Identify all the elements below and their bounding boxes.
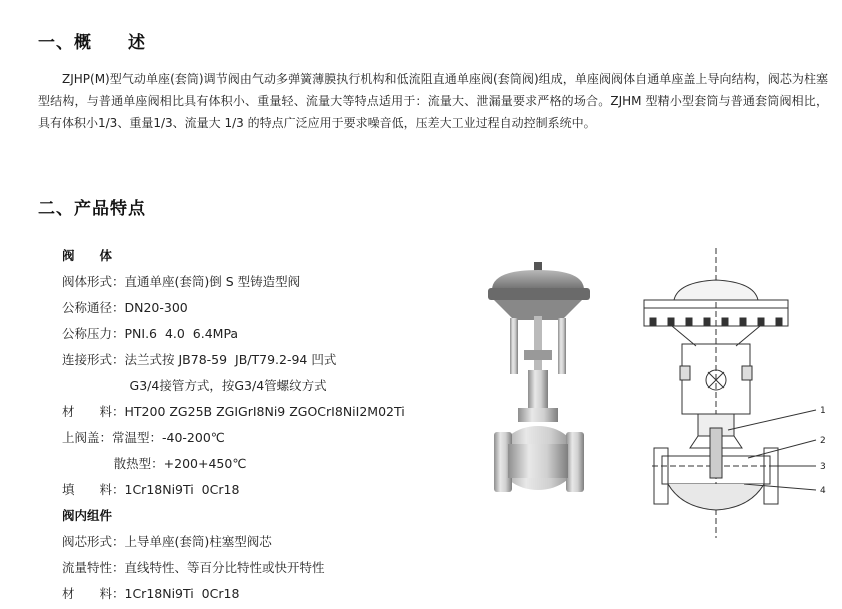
callout-3: 3 [820, 462, 826, 472]
overview-paragraph-text: ZJHP(M)型气动单座(套筒)调节阀由气动多弹簧薄膜执行机构和低流阻直通单座阀(套筒阀)组成，单座阀阀体自通单座盖上导向结构，阀芯为柱塞型结构，与普通单座阀相比具有体积小、重量轻、流量大等特点适用于：流量大、泄漏量要求严格的场合。ZJHM 型精小型套筒与普通套筒阀相比，具有体积小1/3、重量1/3、流量大 1/3 的特点广泛应用于要求噪音低，压差大工业过程自动控制系统中。 [38, 72, 828, 130]
flow-characteristic-line: 流量特性：直线特性、等百分比特性或快开特性 [62, 560, 325, 575]
valve-photo [478, 258, 608, 520]
nominal-diameter-line: 公称通径：DN20-300 [62, 300, 188, 315]
nominal-pressure-line: 公称压力：PNI.6 4.0 6.4MPa [62, 326, 239, 341]
body-material-line: 材 料：HT200 ZG25B ZGIGrI8Ni9 ZGOCrI8NiI2M02Ti [62, 404, 405, 419]
overview-heading: 一、概 述 [38, 33, 146, 53]
connection-type-line-2: G3/4接管方式，按G3/4管螺纹方式 [62, 378, 327, 393]
trim-section-title: 阀内组件 [62, 508, 113, 523]
connection-type-line: 连接形式：法兰式按 JB78-59 JB/T79.2-94 凹式 [62, 352, 337, 367]
valve-body-section-title: 阀 体 [62, 248, 113, 263]
callout-1: 1 [820, 406, 826, 416]
features-heading: 二、产品特点 [38, 199, 146, 219]
packing-material-line: 填 料：1Cr18Ni9Ti 0Cr18 [62, 482, 240, 497]
callout-4: 4 [820, 486, 826, 496]
trim-material-line: 材 料：1Cr18Ni9Ti 0Cr18 [62, 586, 240, 601]
bonnet-normal-temp-line: 上阀盖：常温型：-40-200℃ [62, 430, 225, 445]
valve-cross-section-drawing [632, 248, 832, 548]
bonnet-heat-dissipating-line: 散热型：+200+450℃ [62, 456, 247, 471]
callout-2: 2 [820, 436, 826, 446]
plug-type-line: 阀芯形式：上导单座(套筒)柱塞型阀芯 [62, 534, 272, 549]
overview-paragraph [38, 68, 828, 134]
body-type-line: 阀体形式：直通单座(套筒)倒 S 型铸造型阀 [62, 274, 301, 289]
